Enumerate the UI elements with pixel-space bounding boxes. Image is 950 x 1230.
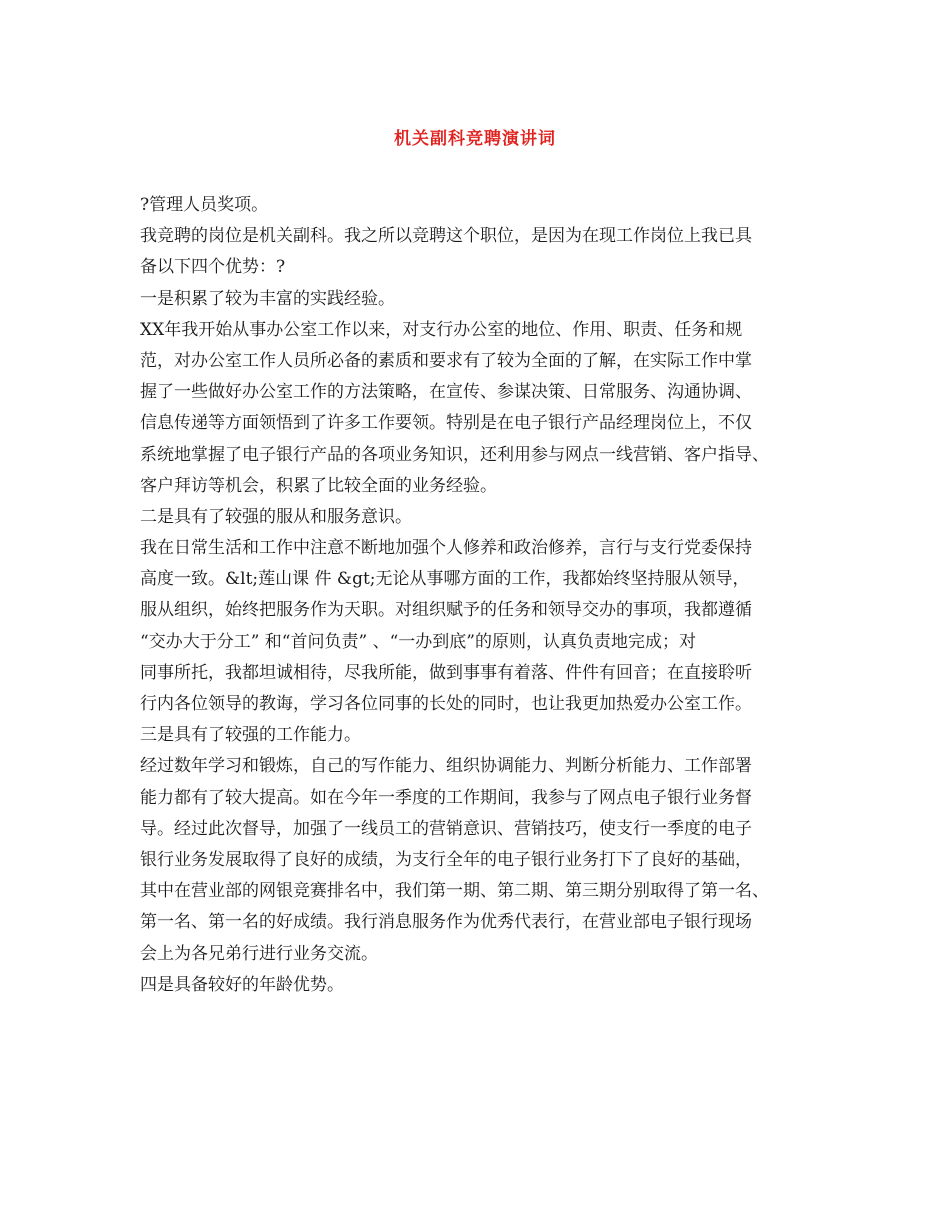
paragraph-line: 服从组织，始终把服务作为天职。对组织赋予的任务和领导交办的事项，我都遵循 bbox=[140, 600, 752, 621]
paragraph-line: 第一名、第一名的好成绩。我行消息服务作为优秀代表行，在营业部电子银行现场 bbox=[140, 912, 752, 933]
paragraph-line: 信息传递等方面领悟到了许多工作要领。特别是在电子银行产品经理岗位上，不仅 bbox=[140, 413, 752, 434]
paragraph-line: 银行业务发展取得了良好的成绩，为支行全年的电子银行业务打下了良好的基础， bbox=[140, 849, 752, 870]
paragraph-line: 客户拜访等机会，积累了比较全面的业务经验。 bbox=[140, 475, 497, 496]
paragraph-line: 备以下四个优势：? bbox=[140, 257, 286, 278]
paragraph-line: 握了一些做好办公室工作的方法策略，在宣传、参谋决策、日常服务、沟通协调、 bbox=[140, 382, 752, 403]
paragraph-line: 能力都有了较大提高。如在今年一季度的工作期间，我参与了网点电子银行业务督 bbox=[140, 787, 752, 808]
paragraph-line: “交办大于分工” 和“首问负责” 、“一办到底”的原则，认真负责地完成；对 bbox=[140, 631, 696, 652]
paragraph-line: 会上为各兄弟行进行业务交流。 bbox=[140, 943, 378, 964]
paragraph-line: 同事所托，我都坦诚相待，尽我所能，做到事事有着落、件件有回音；在直接聆听 bbox=[140, 662, 752, 683]
paragraph-line: ?管理人员奖项。 bbox=[140, 195, 269, 215]
paragraph-line: 经过数年学习和锻炼，自己的写作能力、组织协调能力、判断分析能力、工作部署 bbox=[140, 756, 752, 777]
section-heading-line: 一是积累了较为丰富的实践经验。 bbox=[140, 288, 395, 309]
document-title: 机关副科竞聘演讲词 bbox=[394, 129, 556, 149]
paragraph-line: 行内各位领导的教诲，学习各位同事的长处的同时，也让我更加热爱办公室工作。 bbox=[140, 694, 752, 714]
section-heading-line: 四是具备较好的年龄优势。 bbox=[140, 974, 344, 995]
paragraph-line: 范，对办公室工作人员所必备的素质和要求有了较为全面的了解，在实际工作中掌 bbox=[140, 350, 752, 371]
paragraph-line: 我在日常生活和工作中注意不断地加强个人修养和政治修养，言行与支行党委保持 bbox=[140, 538, 752, 559]
paragraph-line: 其中在营业部的网银竞赛排名中，我们第一期、第二期、第三期分别取得了第一名、 bbox=[140, 881, 769, 902]
section-heading-line: 二是具有了较强的服从和服务意识。 bbox=[140, 506, 412, 527]
document-body bbox=[140, 190, 830, 1001]
paragraph-line: 高度一致。&lt;莲山课 件 &gt;无论从事哪方面的工作，我都始终坚持服从领导， bbox=[140, 569, 750, 590]
paragraph-line: 我竞聘的岗位是机关副科。我之所以竞聘这个职位，是因为在现工作岗位上我已具 bbox=[140, 226, 752, 247]
paragraph-line: XX年我开始从事办公室工作以来，对支行办公室的地位、作用、职责、任务和规 bbox=[140, 319, 743, 340]
paragraph-line: 导。经过此次督导，加强了一线员工的营销意识、营销技巧，使支行一季度的电子 bbox=[140, 818, 752, 839]
section-heading-line: 三是具有了较强的工作能力。 bbox=[140, 725, 361, 746]
paragraph-line: 系统地掌握了电子银行产品的各项业务知识，还利用参与网点一线营销、客户指导、 bbox=[140, 444, 769, 465]
